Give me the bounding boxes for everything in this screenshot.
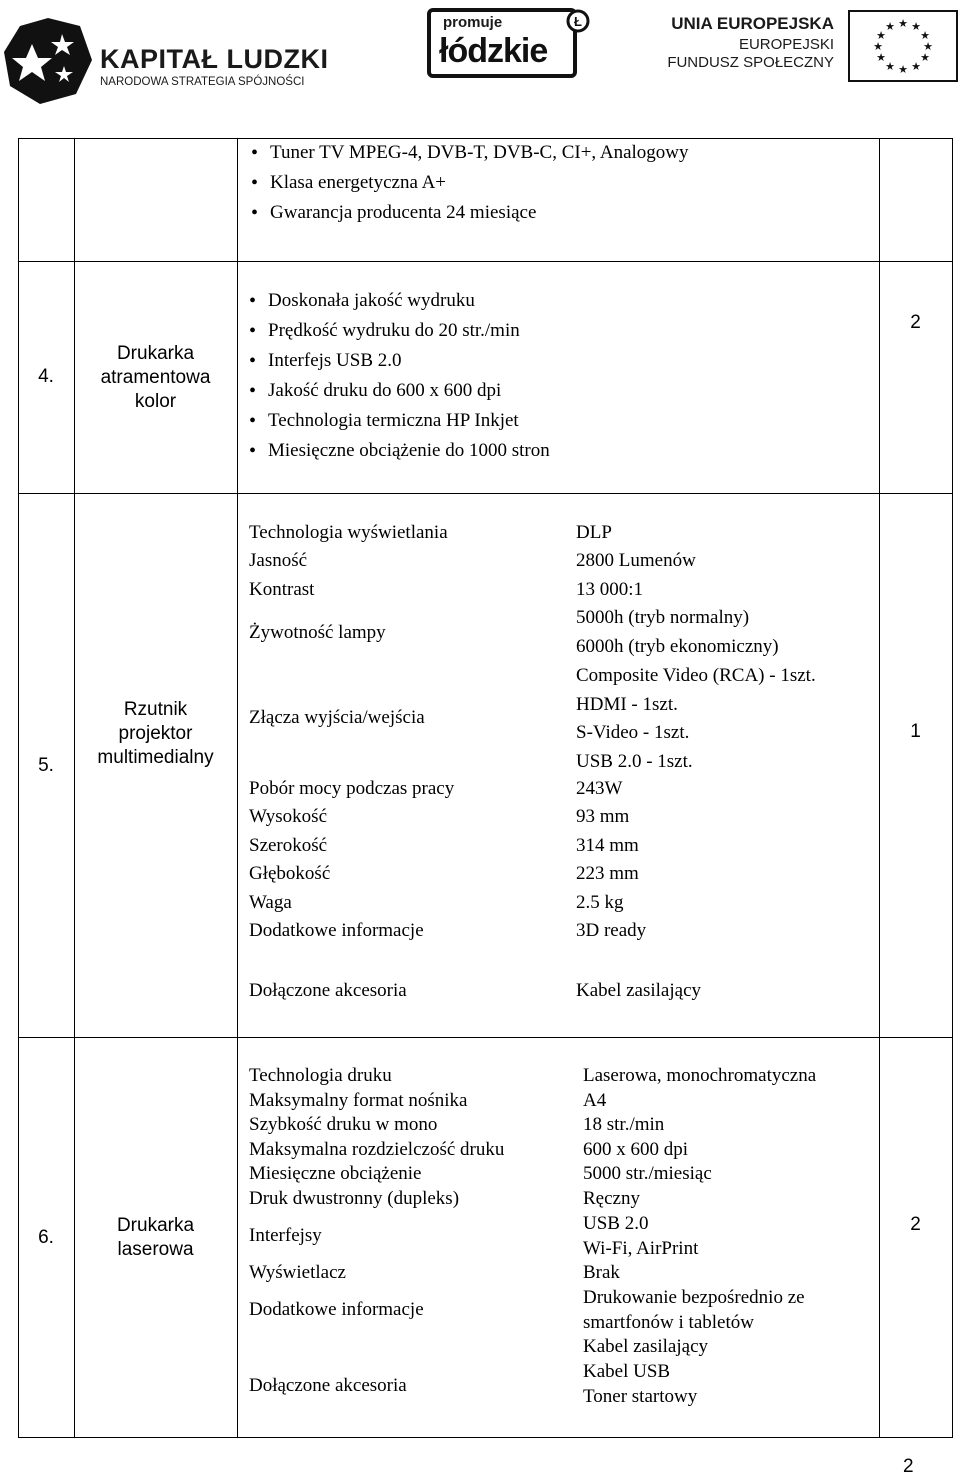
- printer-feature-bullet: • Jakość druku do 600 x 600 dpi: [268, 376, 501, 406]
- spec-value: S-Video - 1szt.: [576, 722, 690, 743]
- svg-text:★: ★: [923, 41, 933, 53]
- spec-value: 314 mm: [576, 835, 639, 856]
- kapital-ludzki-logo: [2, 16, 332, 106]
- spec-value: Brak: [583, 1262, 620, 1283]
- svg-text:★: ★: [885, 61, 895, 73]
- spec-value: DLP: [576, 522, 612, 543]
- col-divider: [952, 138, 953, 1438]
- logo3-line3: FUNDUSZ SPOŁECZNY: [667, 54, 834, 71]
- spec-value: 2.5 kg: [576, 892, 624, 913]
- eu-logo: [667, 10, 958, 82]
- item-name-line: kolor: [134, 391, 177, 412]
- spec-label: Złącza wyjścia/wejścia: [249, 707, 425, 728]
- printer-feature-bullet: • Technologia termiczna HP Inkjet: [268, 406, 519, 436]
- logo1-title: KAPITAŁ LUDZKI: [100, 44, 329, 74]
- spec-value: USB 2.0: [583, 1213, 649, 1234]
- kapital-ludzki-star-icon: [2, 16, 94, 106]
- svg-text:Ł: Ł: [574, 14, 582, 29]
- item-name-line: Drukarka: [116, 1215, 195, 1236]
- spec-value: Kabel USB: [583, 1361, 671, 1382]
- item-name-line: Rzutnik: [123, 699, 188, 720]
- spec-value: Ręczny: [583, 1188, 640, 1209]
- spec-value: 5000h (tryb normalny): [576, 607, 750, 628]
- svg-text:★: ★: [876, 52, 886, 64]
- spec-value: 5000 str./miesiąc: [583, 1163, 712, 1184]
- spec-label: Waga: [249, 892, 292, 913]
- spec-label: Dodatkowe informacje: [249, 920, 424, 941]
- spec-label: Technologia wyświetlania: [249, 522, 448, 543]
- svg-text:★: ★: [898, 18, 908, 30]
- row-divider: [18, 1437, 953, 1438]
- spec-label: Szerokość: [249, 835, 328, 856]
- spec-value: 223 mm: [576, 863, 639, 884]
- spec-label: Szybkość druku w mono: [249, 1114, 438, 1135]
- row-number: 4.: [38, 366, 54, 387]
- spec-value: Kabel zasilający: [576, 980, 702, 1001]
- spec-value: A4: [583, 1090, 607, 1111]
- row-divider: [18, 261, 953, 262]
- spec-value: 2800 Lumenów: [576, 550, 696, 571]
- item-name: [74, 342, 237, 414]
- spec-label: Jasność: [249, 550, 308, 571]
- spec-value: Kabel zasilający: [583, 1336, 709, 1357]
- spec-label: Maksymalna rozdzielczość druku: [249, 1139, 505, 1160]
- spec-value: 93 mm: [576, 806, 630, 827]
- tv-bullet: • Tuner TV MPEG-4, DVB-T, DVB-C, CI+, Analogowy: [270, 138, 689, 168]
- item-name-line: multimedialny: [97, 747, 214, 768]
- spec-value: 6000h (tryb ekonomiczny): [576, 636, 779, 657]
- item-quantity: 2: [910, 312, 921, 333]
- printer-feature-bullet: • Interfejs USB 2.0: [268, 346, 402, 376]
- logo2-top: promuje: [443, 14, 503, 31]
- spec-label: Interfejsy: [249, 1225, 322, 1246]
- spec-value: Composite Video (RCA) - 1szt.: [576, 665, 816, 686]
- spec-label: Dołączone akcesoria: [249, 1375, 407, 1396]
- item-quantity: 1: [910, 721, 921, 742]
- logo2-main: łódzkie: [439, 32, 548, 70]
- logo3-line2: EUROPEJSKI: [738, 36, 834, 53]
- item-name: [74, 698, 237, 770]
- page-number: 2: [903, 1456, 914, 1477]
- spec-value: 3D ready: [576, 920, 647, 941]
- spec-value: 18 str./min: [583, 1114, 665, 1135]
- spec-value: Toner startowy: [583, 1386, 698, 1407]
- printer-feature-bullet: • Miesięczne obciążenie do 1000 stron: [268, 436, 550, 466]
- spec-label: Druk dwustronny (dupleks): [249, 1188, 460, 1209]
- row-number: 6.: [38, 1227, 54, 1248]
- row-divider: [18, 493, 953, 494]
- svg-text:★: ★: [898, 64, 908, 76]
- svg-text:★: ★: [911, 61, 921, 73]
- spec-value: Drukowanie bezpośrednio ze: [583, 1287, 805, 1308]
- row-number: 5.: [38, 755, 54, 776]
- lodz-emblem-icon: [565, 8, 591, 34]
- logo1-subtitle: NARODOWA STRATEGIA SPÓJNOŚCI: [100, 76, 305, 88]
- tv-bullet: • Klasa energetyczna A+: [270, 168, 446, 198]
- spec-label: Maksymalny format nośnika: [249, 1090, 468, 1111]
- item-name-line: atramentowa: [100, 367, 211, 388]
- spec-label: Żywotność lampy: [249, 622, 386, 643]
- spec-value: Laserowa, monochromatyczna: [583, 1065, 817, 1086]
- spec-value: 13 000:1: [576, 579, 644, 600]
- printer-feature-bullet: • Doskonała jakość wydruku: [268, 286, 475, 316]
- svg-text:★: ★: [885, 21, 895, 33]
- spec-value: 600 x 600 dpi: [583, 1139, 689, 1160]
- promuje-lodzkie-logo: [427, 8, 585, 80]
- svg-text:★: ★: [873, 41, 883, 53]
- spec-value: USB 2.0 - 1szt.: [576, 751, 693, 772]
- spec-label: Wyświetlacz: [249, 1262, 346, 1283]
- svg-text:★: ★: [920, 30, 930, 42]
- spec-value: Wi-Fi, AirPrint: [583, 1238, 699, 1259]
- spec-value: 243W: [576, 778, 623, 799]
- item-name-line: laserowa: [117, 1239, 194, 1260]
- spec-label: Miesięczne obciążenie: [249, 1163, 422, 1184]
- spec-label: Głębokość: [249, 863, 331, 884]
- eu-flag-icon: [848, 10, 958, 82]
- row-divider: [18, 1037, 953, 1038]
- svg-text:★: ★: [920, 52, 930, 64]
- item-name-line: projektor: [118, 723, 193, 744]
- svg-text:★: ★: [911, 21, 921, 33]
- item-quantity: 2: [910, 1214, 921, 1235]
- spec-label: Pobór mocy podczas pracy: [249, 778, 455, 799]
- printer-feature-bullet: • Prędkość wydruku do 20 str./min: [268, 316, 520, 346]
- spec-label: Technologia druku: [249, 1065, 392, 1086]
- svg-text:★: ★: [876, 30, 886, 42]
- col-divider: [237, 138, 238, 1438]
- item-name-line: Drukarka: [116, 343, 195, 364]
- spec-label: Dołączone akcesoria: [249, 980, 407, 1001]
- spec-label: Kontrast: [249, 579, 315, 600]
- spec-label: Dodatkowe informacje: [249, 1299, 424, 1320]
- item-name: [74, 1214, 237, 1262]
- spec-value: smartfonów i tabletów: [583, 1312, 754, 1333]
- spec-value: HDMI - 1szt.: [576, 694, 678, 715]
- tv-bullet: • Gwarancja producenta 24 miesiące: [270, 198, 536, 228]
- spec-label: Wysokość: [249, 806, 328, 827]
- logo3-line1: UNIA EUROPEJSKA: [671, 14, 834, 33]
